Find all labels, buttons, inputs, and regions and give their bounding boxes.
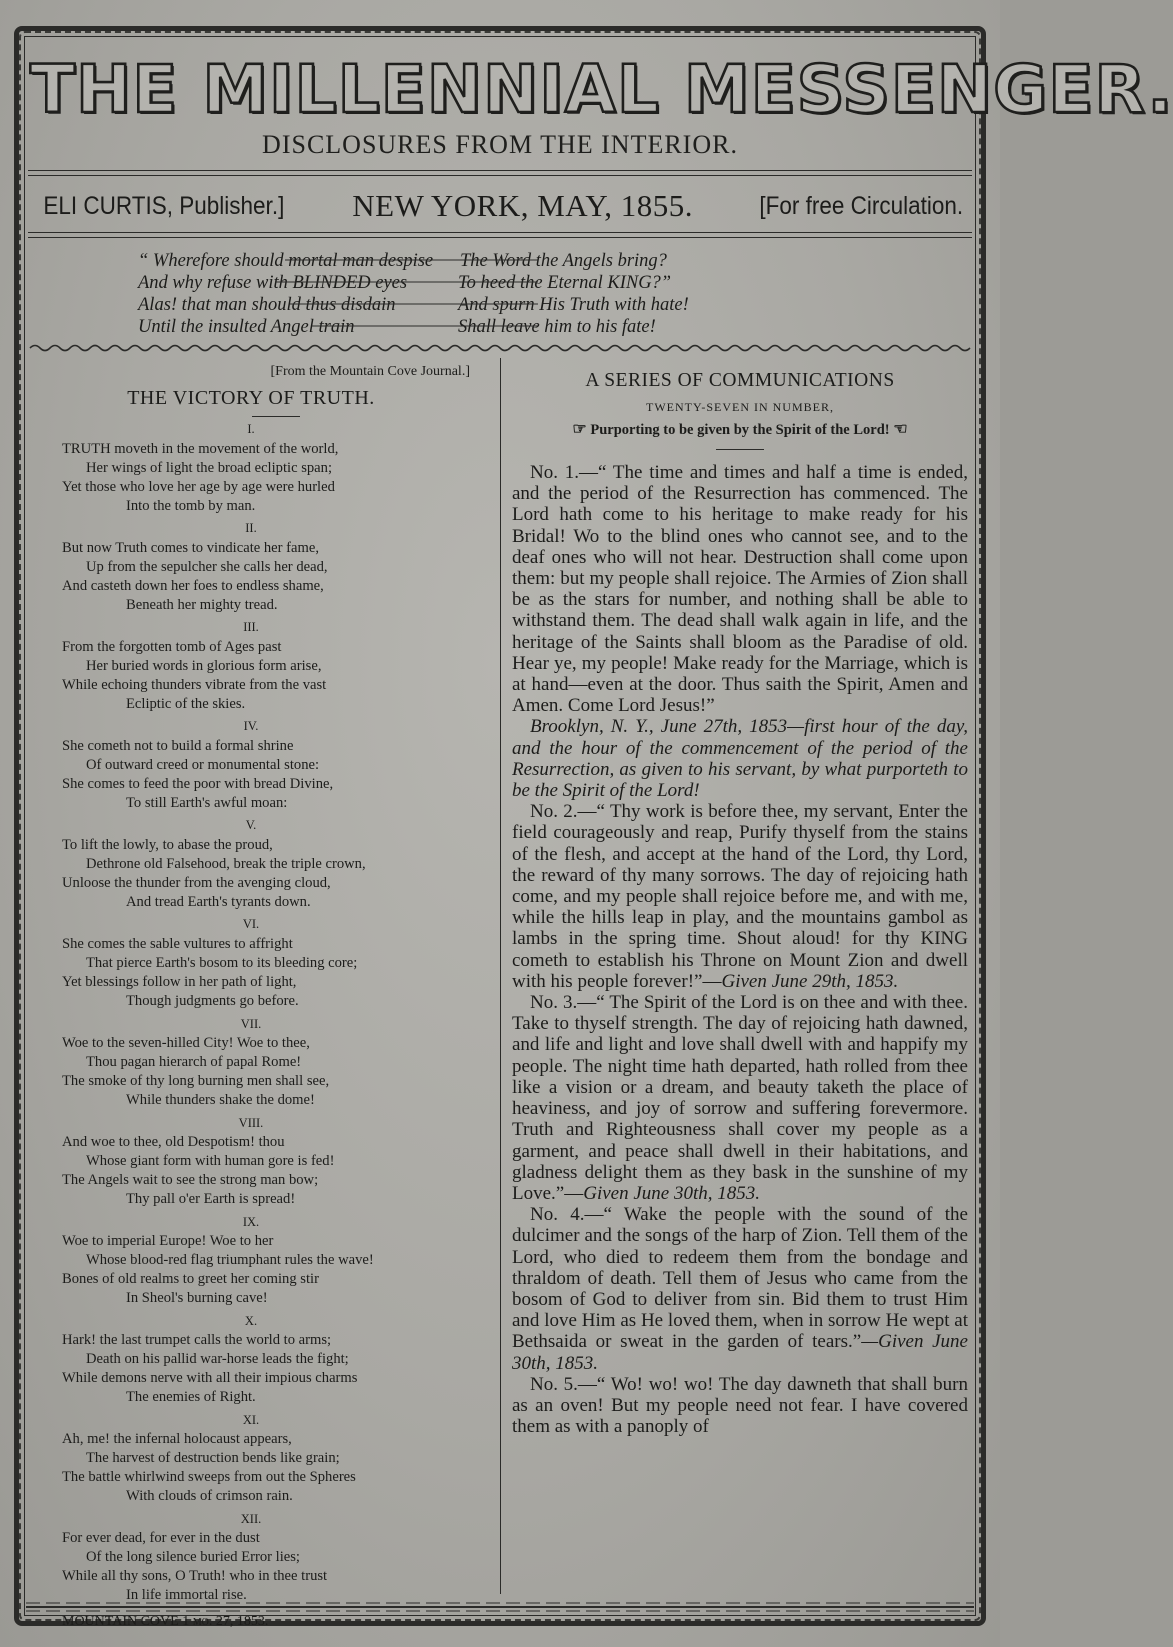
poem-line: And casteth down her foes to endless shame, bbox=[62, 578, 324, 595]
verse-line-part: The Word the Angels bring? bbox=[460, 251, 667, 271]
communication-text: No. 4.—“ Wake the people with the sound of the dulcimer and the songs of the harp of Zion. Tell them of the Lord, who died to redeem them from the bondage and thraldom of death. Tell them of Jesus who came from the bosom of God to deliver from sin. Bid them to trust Him and love Him as He loved them, when in sorrow He wept at Bethsaida or sweat in the garden of tears.” bbox=[512, 1204, 968, 1353]
poem-line: Of the long silence buried Error lies; bbox=[86, 1548, 300, 1565]
poem-line: Ecliptic of the skies. bbox=[126, 696, 246, 713]
communication-paragraph: No. 5.—“ Wo! wo! wo! The day dawneth that shall burn as an oven! But my people need not fear. I have covered them as with a panoply of bbox=[512, 1373, 968, 1438]
poem-line: Whose giant form with human gore is fed! bbox=[86, 1152, 335, 1169]
poem-line: Of outward creed or monumental stone: bbox=[86, 756, 320, 773]
stanza bbox=[62, 915, 492, 1011]
newspaper-subtitle: DISCLOSURES FROM THE INTERIOR. bbox=[262, 130, 738, 159]
poem-line: Into the tomb by man. bbox=[126, 498, 256, 515]
poem-line: Thy pall o'er Earth is spread! bbox=[126, 1191, 296, 1208]
poem-line: She comes to feed the poor with bread Divine, bbox=[62, 776, 334, 793]
stanza-number: II. bbox=[245, 521, 257, 536]
stanza-number: X. bbox=[244, 1313, 258, 1328]
stanza bbox=[62, 1213, 492, 1309]
stanza-number: XI. bbox=[242, 1412, 260, 1427]
circulation-note: [For free Circulation. bbox=[758, 191, 963, 220]
poem-stanzas bbox=[62, 420, 492, 1605]
pointing-hand-icon: ☞ bbox=[572, 421, 587, 438]
communication-text: No. 2.—“ Thy work is before thee, my servant, Enter the field courageously and reap, Purify thyself from the stains of the flesh, and accept at the hand of the Lord, thy Lord, the reward of thy many sorrows. The day of rejoicing hath come, and my people shall rejoice before me, and with me, while the hills leap in play, and the mountains gambol as lambs in the spring time. Shout aloud! for thy KING cometh to establish his Throne on Mount Zion and dwell with his people forever!”— bbox=[512, 801, 968, 992]
stanza-number: IX. bbox=[242, 1214, 260, 1229]
stanza bbox=[62, 420, 492, 516]
newspaper-title: THE MILLENNIAL MESSENGER. bbox=[30, 51, 1173, 128]
communication-paragraph: No. 1.—“ The time and times and half a time is ended, and the period of the Resurrection has commenced. The Lord hath come to his heritage to make ready for his Bridal! Wo to the blind ones who cannot see, and to the deaf ones who will not hear. Destruction shall come upon them: but my people shall rejoice. The Armies of Zion shall be as the stars for number, and nothing shall be able to withstand them. The dead shall walk again in life, and the heritage of the Saints shall bloom as the Paradise of old. Hear ye, my people! Make ready for the Marriage, which is at hand—even at the door. Thus saith the Spirit, Amen and Amen. Come Lord Jesus!” bbox=[512, 462, 968, 717]
poem-line: Unloose the thunder from the avenging cloud, bbox=[62, 875, 331, 892]
communication-paragraph bbox=[512, 801, 968, 992]
stanza-number: III. bbox=[243, 620, 259, 635]
verse-line-part: Until the insulted Angel train bbox=[138, 317, 355, 337]
bottom-ornament bbox=[26, 1600, 974, 1614]
communication-dateline: Brooklyn, N. Y., June 27th, 1853—first hour of the day, and the hour of the commencement of the period of the Resurrection, as given to his servant, by what purporteth to be the Spirit of the Lord! bbox=[512, 716, 968, 802]
poem-line: To lift the lowly, to abase the proud, bbox=[62, 836, 273, 853]
stanza bbox=[62, 1114, 492, 1210]
stanza-number: IV. bbox=[243, 719, 259, 734]
poem-line: With clouds of crimson rain. bbox=[126, 1488, 293, 1505]
poem-line: The smoke of thy long burning men shall see, bbox=[62, 1073, 330, 1090]
column-divider bbox=[500, 358, 501, 1594]
poem-line: Bones of old realms to greet her coming stir bbox=[62, 1271, 319, 1288]
article-purport bbox=[512, 419, 968, 439]
poem-line: Yet blessings follow in her path of light, bbox=[62, 974, 297, 991]
communication-date: —Given June 30th, 1853. bbox=[512, 1331, 968, 1374]
stanza bbox=[62, 519, 492, 615]
verse-line-part: And spurn His Truth with hate! bbox=[458, 295, 689, 315]
poem-line: Yet those who love her age by age were hurled bbox=[62, 479, 335, 496]
poem-line: Thou pagan hierarch of papal Rome! bbox=[86, 1053, 302, 1070]
poem-line: In Sheol's burning cave! bbox=[126, 1290, 268, 1307]
poem-line: While demons nerve with all their impious charms bbox=[62, 1370, 358, 1387]
dateline: NEW YORK, MAY, 1855. bbox=[352, 188, 693, 223]
stanza bbox=[62, 1312, 492, 1408]
poem-line: Her wings of light the broad ecliptic span; bbox=[86, 459, 333, 476]
rule bbox=[252, 416, 300, 417]
stanza-number: VII. bbox=[240, 1016, 262, 1031]
poem-line: The enemies of Right. bbox=[126, 1389, 256, 1406]
verse-line-part: And why refuse with BLINDED eyes bbox=[138, 273, 408, 293]
article-body bbox=[512, 462, 968, 1437]
poem-line: That pierce Earth's bosom to its bleeding core; bbox=[86, 954, 358, 971]
verse-line-part: Alas! that man should thus disdain bbox=[138, 295, 396, 315]
poem-line: She cometh not to build a formal shrine bbox=[62, 737, 294, 754]
poem-line: Woe to imperial Europe! Woe to her bbox=[62, 1232, 274, 1249]
poem-line: For ever dead, for ever in the dust bbox=[62, 1529, 260, 1546]
poem-line: The battle whirlwind sweeps from out the Spheres bbox=[62, 1469, 356, 1486]
poem-line: TRUTH moveth in the movement of the world, bbox=[62, 440, 339, 457]
poem-line: While all thy sons, O Truth! who in thee trust bbox=[62, 1568, 328, 1585]
poem-line: She comes the sable vultures to affright bbox=[62, 935, 293, 952]
stanza-number: VIII. bbox=[238, 1115, 264, 1130]
stanza-number: I. bbox=[247, 422, 255, 437]
poem-line: Woe to the seven-hilled City! Woe to thee, bbox=[62, 1034, 310, 1051]
stanza bbox=[62, 717, 492, 813]
pointing-hand-icon: ☜ bbox=[893, 421, 908, 438]
poem-line: The Angels wait to see the strong man bow; bbox=[62, 1172, 319, 1189]
poem-line: Beneath her mighty tread. bbox=[126, 597, 278, 614]
poem-column bbox=[62, 362, 492, 1631]
communication-date: Given June 29th, 1853. bbox=[721, 970, 899, 992]
verse-line-part: To heed the Eternal KING?” bbox=[458, 273, 672, 293]
article-heading: A SERIES OF COMMUNICATIONS bbox=[585, 370, 895, 391]
stanza-number: XII. bbox=[240, 1511, 262, 1526]
rule bbox=[716, 449, 764, 450]
poem-line: Death on his pallid war-horse leads the fight; bbox=[86, 1350, 349, 1367]
purport-text: Purporting to be given by the Spirit of the Lord! bbox=[590, 422, 890, 438]
poem-line: While echoing thunders vibrate from the vast bbox=[62, 677, 327, 694]
publisher: ELI CURTIS, Publisher.] bbox=[43, 191, 285, 220]
stanza bbox=[62, 816, 492, 912]
stanza bbox=[62, 1015, 492, 1111]
communication-text: No. 3.—“ The Spirit of the Lord is on thee and with thee. Take to thyself strength. The day of rejoicing hath dawned, and life and light and love shall dwell with and happify my people. The night time hath departed, hath rolled from thee like a vision or a dream, and beauty taketh the place of heaviness, and joy of sorrow and suffering forevermore. Truth and Righteousness shall cover my people as a garment, and peace shall dwell in their habitations, and gladness delight them as they bask in the sunshine of my Love.”— bbox=[512, 992, 968, 1204]
poem-line: Her buried words in glorious form arise, bbox=[86, 657, 322, 674]
communication-date: Given June 30th, 1853. bbox=[583, 1182, 760, 1204]
communication-paragraph bbox=[512, 1204, 968, 1374]
verse-line-part: Shall leave him to his fate! bbox=[458, 317, 656, 337]
stanza-number: V. bbox=[245, 818, 257, 833]
verse-line-part: “ Wherefore should mortal man despise bbox=[138, 251, 434, 271]
poem-signature: MOUNTAIN COVE 1 mo. 27, 1853. bbox=[62, 1613, 269, 1629]
poem-title: THE VICTORY OF TRUTH. bbox=[127, 387, 375, 410]
stanza bbox=[62, 1411, 492, 1507]
poem-line: The harvest of destruction bends like grain; bbox=[86, 1449, 340, 1466]
poem-line: While thunders shake the dome! bbox=[126, 1092, 315, 1109]
poem-line: Hark! the last trumpet calls the world to arms; bbox=[62, 1331, 332, 1348]
poem-line: Dethrone old Falsehood, break the triple crown, bbox=[86, 855, 366, 872]
article-subheading: TWENTY-SEVEN IN NUMBER, bbox=[646, 400, 834, 414]
communications-column bbox=[512, 362, 968, 1437]
poem-line: But now Truth comes to vindicate her fame, bbox=[62, 539, 319, 556]
stanza bbox=[62, 618, 492, 714]
wavy-divider bbox=[30, 343, 970, 353]
poem-source: [From the Mountain Cove Journal.] bbox=[270, 364, 470, 379]
stanza bbox=[62, 1510, 492, 1606]
poem-line: From the forgotten tomb of Ages past bbox=[62, 638, 282, 655]
poem-line: And tread Earth's tyrants down. bbox=[126, 894, 311, 911]
stanza-number: VI. bbox=[242, 917, 260, 932]
poem-line: Ah, me! the infernal holocaust appears, bbox=[62, 1430, 292, 1447]
poem-line: Whose blood-red flag triumphant rules the wave! bbox=[86, 1251, 374, 1268]
poem-line: And woe to thee, old Despotism! thou bbox=[62, 1133, 285, 1150]
poem-line: To still Earth's awful moan: bbox=[126, 795, 288, 812]
poem-line: In life immortal rise. bbox=[126, 1587, 247, 1604]
poem-line: Up from the sepulcher she calls her dead, bbox=[86, 558, 328, 575]
communication-paragraph bbox=[512, 992, 968, 1204]
poem-line: Though judgments go before. bbox=[126, 993, 299, 1010]
